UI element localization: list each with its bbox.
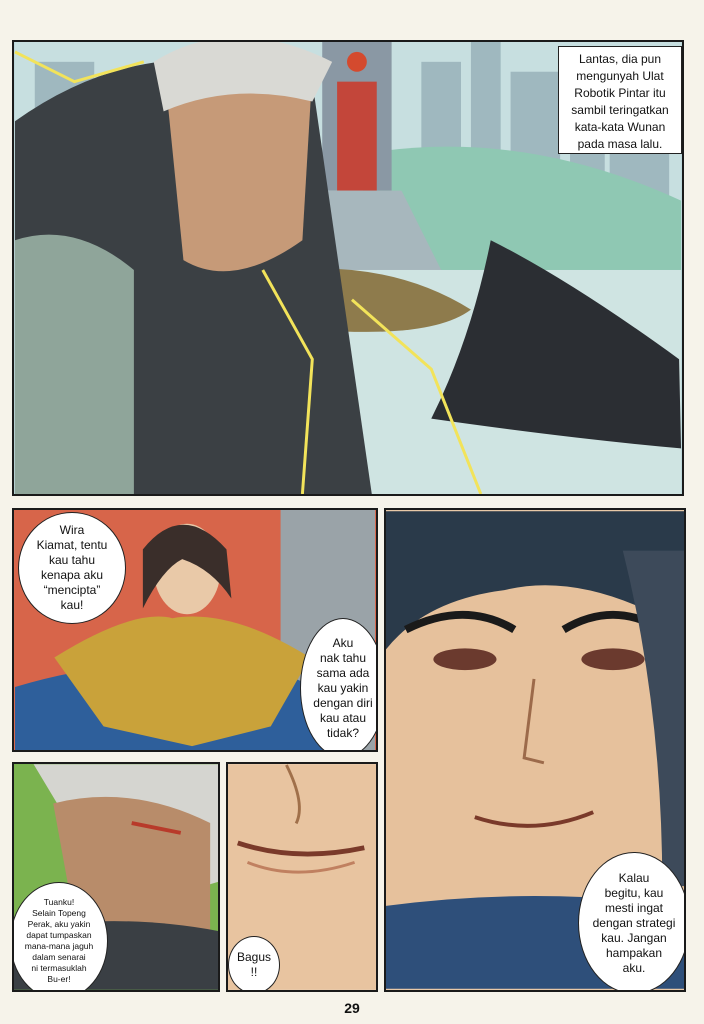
bubble-line: dengan strategi xyxy=(592,915,676,930)
left-eye xyxy=(433,648,496,670)
panel-warrior-kneeling xyxy=(12,762,220,992)
bubble-line: “mencipta” xyxy=(43,583,101,597)
caption-line: Robotik Pintar itu xyxy=(574,86,666,100)
bubble-line: kau yakin xyxy=(317,680,369,695)
bubble-line: mana-mana jaguh xyxy=(24,941,94,951)
panel-mouth-closeup xyxy=(226,762,378,992)
bubble-line: mesti ingat xyxy=(604,900,663,915)
speech-bubble xyxy=(12,882,108,992)
bubble-line: dapat tumpaskan xyxy=(26,930,92,940)
speech-bubble xyxy=(578,852,686,992)
bubble-line: Kiamat, tentu xyxy=(36,538,108,552)
narration-caption xyxy=(558,46,682,154)
right-eye xyxy=(581,648,644,670)
panel-throne-room xyxy=(12,40,684,496)
bubble-line: kau tahu xyxy=(48,553,96,567)
bubble-line: nak tahu xyxy=(319,650,367,665)
caption-line: mengunyah Ulat xyxy=(576,69,664,83)
bubble-line: Bagus xyxy=(236,950,272,964)
bubble-line: begitu, kau xyxy=(604,885,664,900)
bubble-line: Perak, aku yakin xyxy=(27,919,91,929)
bubble-line: Kalau xyxy=(618,870,650,885)
bubble-line: kenapa aku xyxy=(40,568,104,582)
bubble-line: Selain Topeng xyxy=(32,908,86,918)
bubble-line: tidak? xyxy=(326,725,359,740)
caption-line: kata-kata Wunan xyxy=(574,120,666,134)
panel-closeup-face xyxy=(384,508,686,992)
caption-line: pada masa lalu. xyxy=(577,137,663,151)
bubble-line: hampakan xyxy=(605,945,663,960)
bubble-line: kau atau xyxy=(319,710,367,725)
bubble-line: !! xyxy=(250,965,258,979)
bubble-line: Bu-er! xyxy=(47,974,71,984)
bubble-line: Aku xyxy=(332,635,354,650)
bubble-line: dengan diri xyxy=(313,695,373,710)
speech-bubble xyxy=(18,512,126,624)
panel-armored-lord xyxy=(12,508,378,752)
bubble-line: Wira xyxy=(59,523,85,537)
bubble-line: Tuanku! xyxy=(43,897,75,907)
speech-bubble xyxy=(228,936,280,992)
page-number: 29 xyxy=(344,1000,360,1016)
bubble-line: ni termasuklah xyxy=(31,963,87,973)
bubble-line: aku. xyxy=(622,960,646,975)
bubble-line: sama ada xyxy=(316,665,370,680)
bubble-line: kau. Jangan xyxy=(601,930,667,945)
speech-bubble xyxy=(300,618,378,752)
caption-line: Lantas, dia pun xyxy=(578,52,662,66)
bubble-line: dalam senarai xyxy=(32,952,86,962)
bubble-line: kau! xyxy=(60,598,84,612)
caption-line: sambil teringatkan xyxy=(571,103,669,117)
